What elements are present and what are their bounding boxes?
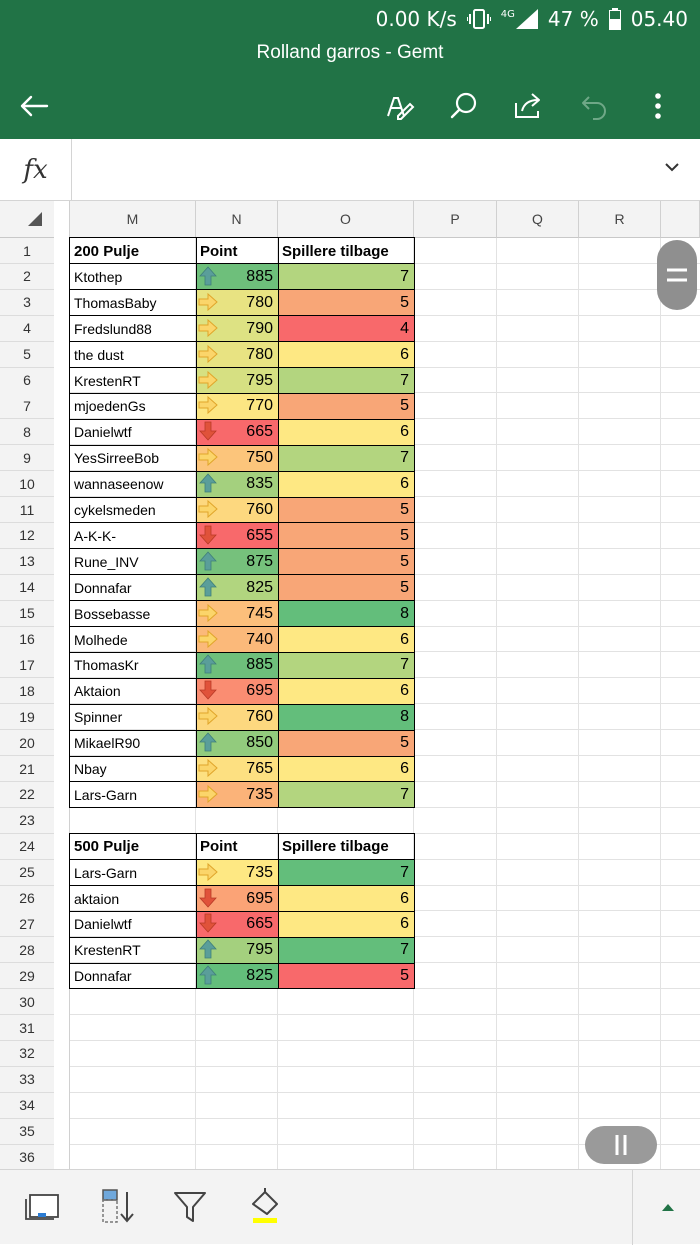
players-left-cell[interactable]: 6 xyxy=(278,471,414,497)
player-name-cell[interactable]: Ktothep xyxy=(74,268,123,285)
arrow-right-icon xyxy=(198,344,218,364)
arrow-up-icon xyxy=(198,654,218,674)
battery-icon xyxy=(609,8,621,30)
column-header-r[interactable]: R xyxy=(579,201,661,238)
point-cell[interactable] xyxy=(196,963,278,989)
point-cell[interactable] xyxy=(196,678,278,704)
table-column-border xyxy=(278,238,279,808)
row-header[interactable]: 6 xyxy=(0,368,54,394)
table-row-border xyxy=(70,393,414,394)
point-value: 695 xyxy=(246,889,273,907)
row-header[interactable]: 31 xyxy=(0,1015,54,1041)
player-name-cell[interactable]: Donnafar xyxy=(74,579,132,596)
point-cell[interactable] xyxy=(196,601,278,627)
table-row-border xyxy=(70,781,414,782)
chevron-down-icon xyxy=(662,157,682,177)
row-header[interactable]: 5 xyxy=(0,342,54,368)
players-left-cell[interactable]: 6 xyxy=(278,627,414,653)
arrow-right-icon xyxy=(198,862,218,882)
arrow-right-icon xyxy=(198,499,218,519)
cell-style-button[interactable] xyxy=(18,1184,68,1230)
arrow-right-icon xyxy=(198,603,218,623)
point-value: 745 xyxy=(246,604,273,622)
filter-icon xyxy=(172,1189,208,1225)
point-value: 875 xyxy=(246,552,273,570)
share-button[interactable] xyxy=(506,84,550,128)
point-cell[interactable] xyxy=(196,368,278,394)
more-vertical-icon xyxy=(653,92,663,120)
row-header[interactable]: 4 xyxy=(0,316,54,342)
players-left-cell[interactable]: 7 xyxy=(278,264,414,290)
point-value: 835 xyxy=(246,475,273,493)
point-value: 665 xyxy=(246,423,273,441)
table-row-border xyxy=(70,289,414,290)
table-row-border xyxy=(70,730,414,731)
player-name-cell[interactable]: Spinner xyxy=(74,709,123,726)
corner-triangle-icon xyxy=(28,212,42,226)
row-header[interactable]: 17 xyxy=(0,652,54,678)
player-name-cell[interactable]: A-K-K- xyxy=(74,527,116,544)
filter-button[interactable] xyxy=(165,1184,215,1230)
point-value: 760 xyxy=(246,501,273,518)
fx-icon: fx xyxy=(0,139,72,201)
point-value: 735 xyxy=(246,863,273,881)
point-header[interactable]: Point xyxy=(200,242,238,260)
grip-lines-icon xyxy=(585,1126,657,1164)
table-row-border xyxy=(70,341,414,342)
expand-toolbar-button[interactable] xyxy=(643,1184,693,1230)
players-left-cell[interactable]: 5 xyxy=(278,523,414,549)
row-header[interactable]: 30 xyxy=(0,989,54,1015)
vibrate-icon xyxy=(467,8,491,30)
table-row-border xyxy=(70,756,414,757)
row-header[interactable]: 29 xyxy=(0,963,54,989)
row-header[interactable]: 1 xyxy=(0,238,54,264)
player-name-cell[interactable]: ThomasKr xyxy=(74,657,139,674)
row-header[interactable]: 9 xyxy=(0,445,54,471)
arrow-right-icon xyxy=(198,370,218,390)
table-row-border xyxy=(70,963,414,964)
players-left-cell[interactable]: 6 xyxy=(278,419,414,445)
table-row-border xyxy=(70,574,414,575)
row-header[interactable]: 26 xyxy=(0,886,54,912)
sort-icon xyxy=(97,1188,137,1226)
table-row-border xyxy=(70,419,414,420)
share-icon xyxy=(512,91,544,121)
row-header[interactable]: 3 xyxy=(0,290,54,316)
column-header-m[interactable]: M xyxy=(70,201,196,238)
point-cell[interactable] xyxy=(196,264,278,290)
point-cell[interactable] xyxy=(196,342,278,368)
column-header-n[interactable]: N xyxy=(196,201,278,238)
pen-edit-icon xyxy=(384,90,416,122)
toolbar-divider xyxy=(632,1170,633,1245)
table-row-border xyxy=(70,859,414,860)
players-left-cell[interactable]: 7 xyxy=(278,445,414,471)
point-header[interactable]: Point xyxy=(200,838,238,856)
row-header[interactable]: 13 xyxy=(0,549,54,575)
point-cell[interactable] xyxy=(196,523,278,549)
point-value: 760 xyxy=(246,708,273,726)
point-cell[interactable] xyxy=(196,627,278,653)
undo-icon xyxy=(579,91,609,121)
back-arrow-icon xyxy=(19,94,49,118)
players-left-cell[interactable]: 5 xyxy=(278,730,414,756)
players-left-cell[interactable]: 5 xyxy=(278,497,414,523)
point-value: 885 xyxy=(246,656,273,674)
point-cell[interactable] xyxy=(196,937,278,963)
point-cell[interactable] xyxy=(196,445,278,471)
row-header[interactable]: 22 xyxy=(0,782,54,808)
player-name-cell[interactable]: the dust xyxy=(74,346,124,363)
point-cell[interactable] xyxy=(196,730,278,756)
arrow-right-icon xyxy=(198,758,218,778)
row-header[interactable]: 7 xyxy=(0,393,54,419)
point-value: 750 xyxy=(246,449,273,467)
column-header-empty xyxy=(661,201,700,238)
point-value: 765 xyxy=(246,760,273,777)
player-name-cell[interactable]: KrestenRT xyxy=(74,942,141,959)
arrow-right-icon xyxy=(198,784,218,804)
row-header[interactable]: 21 xyxy=(0,756,54,782)
arrow-right-icon xyxy=(198,395,218,415)
pool-name-header[interactable]: 200 Pulje xyxy=(74,242,140,260)
arrow-up-icon xyxy=(198,732,218,752)
arrow-down-icon xyxy=(198,525,218,545)
point-value: 655 xyxy=(246,526,273,544)
players-left-cell[interactable]: 5 xyxy=(278,963,414,989)
player-name-cell[interactable]: wannaseenow xyxy=(74,476,164,493)
point-value: 665 xyxy=(246,915,273,933)
row-header[interactable]: 27 xyxy=(0,911,54,937)
point-cell[interactable] xyxy=(196,652,278,678)
row-gridline xyxy=(70,1040,700,1041)
player-name-cell[interactable]: Molhede xyxy=(74,631,128,648)
table-row-border xyxy=(70,315,414,316)
horizontal-scroll-handle[interactable] xyxy=(585,1126,657,1164)
expand-formula-button[interactable] xyxy=(662,157,682,181)
point-value: 795 xyxy=(246,371,273,389)
point-cell[interactable] xyxy=(196,860,278,886)
player-name-cell[interactable]: Aktaion xyxy=(74,683,121,700)
players-left-cell[interactable]: 7 xyxy=(278,652,414,678)
row-header[interactable]: 33 xyxy=(0,1067,54,1093)
row-gridline xyxy=(70,1092,700,1093)
table-row-border xyxy=(70,263,414,264)
point-value: 740 xyxy=(246,630,273,648)
caret-up-icon xyxy=(659,1200,677,1214)
arrow-down-icon xyxy=(198,888,218,908)
search-button[interactable] xyxy=(442,84,486,128)
player-name-cell[interactable]: Bossebasse xyxy=(74,605,151,622)
column-header-p[interactable]: P xyxy=(414,201,497,238)
player-name-cell[interactable]: KrestenRT xyxy=(74,372,141,389)
players-left-cell[interactable]: 6 xyxy=(278,678,414,704)
players-left-cell[interactable]: 8 xyxy=(278,704,414,730)
point-cell[interactable] xyxy=(196,886,278,912)
row-header[interactable]: 20 xyxy=(0,730,54,756)
player-name-cell[interactable]: Donnafar xyxy=(74,968,132,985)
point-cell[interactable] xyxy=(196,497,278,523)
arrow-right-icon xyxy=(198,629,218,649)
player-name-cell[interactable]: Nbay xyxy=(74,761,107,777)
point-value: 885 xyxy=(246,267,273,285)
point-value: 790 xyxy=(246,319,273,337)
point-value: 850 xyxy=(246,734,273,752)
point-cell[interactable] xyxy=(196,549,278,575)
players-left-cell[interactable]: 5 xyxy=(278,575,414,601)
point-value: 735 xyxy=(246,785,273,803)
sort-button[interactable] xyxy=(92,1184,142,1230)
point-cell[interactable] xyxy=(196,419,278,445)
spreadsheet-grid[interactable] xyxy=(0,201,700,1169)
table-row-border xyxy=(70,678,414,679)
players-left-cell[interactable]: 7 xyxy=(278,368,414,394)
arrow-up-icon xyxy=(198,939,218,959)
row-header[interactable]: 11 xyxy=(0,497,54,523)
players-left-cell[interactable]: 5 xyxy=(278,549,414,575)
table-row-border xyxy=(70,445,414,446)
point-cell[interactable] xyxy=(196,471,278,497)
row-header[interactable]: 12 xyxy=(0,523,54,549)
arrow-right-icon xyxy=(198,706,218,726)
row-gridline xyxy=(70,1118,700,1119)
players-left-cell[interactable]: 5 xyxy=(278,290,414,316)
bottom-toolbar xyxy=(0,1169,700,1244)
row-header[interactable]: 19 xyxy=(0,704,54,730)
table-column-border xyxy=(196,238,197,808)
paint-bucket-icon xyxy=(245,1188,285,1226)
player-name-cell[interactable]: YesSirreeBob xyxy=(74,450,160,467)
grip-lines-icon xyxy=(657,240,697,310)
row-header[interactable]: 35 xyxy=(0,1119,54,1145)
point-cell[interactable] xyxy=(196,290,278,316)
table-row-border xyxy=(70,704,414,705)
table-row-border xyxy=(70,652,414,653)
player-name-cell[interactable]: MikaelR90 xyxy=(74,735,141,752)
point-cell[interactable] xyxy=(196,756,278,782)
arrow-up-icon xyxy=(198,266,218,286)
point-cell[interactable] xyxy=(196,704,278,730)
arrow-up-icon xyxy=(198,551,218,571)
players-left-header[interactable]: Spillere tilbage xyxy=(282,838,389,856)
table-row-border xyxy=(70,522,414,523)
row-header[interactable]: 24 xyxy=(0,834,54,860)
back-button[interactable] xyxy=(12,84,56,128)
players-left-cell[interactable]: 7 xyxy=(278,860,414,886)
row-header[interactable]: 10 xyxy=(0,471,54,497)
row-header[interactable]: 15 xyxy=(0,601,54,627)
players-left-cell[interactable]: 7 xyxy=(278,937,414,963)
arrow-right-icon xyxy=(198,292,218,312)
document-title: Rolland garros - Gemt xyxy=(256,42,444,63)
row-header[interactable]: 25 xyxy=(0,860,54,886)
player-name-cell[interactable]: Rune_INV xyxy=(74,553,139,570)
players-left-cell[interactable]: 6 xyxy=(278,756,414,782)
more-options-button[interactable] xyxy=(636,84,680,128)
point-cell[interactable] xyxy=(196,316,278,342)
draw-button[interactable] xyxy=(378,84,422,128)
table-column-border xyxy=(196,834,197,989)
pool-name-header[interactable]: 500 Pulje xyxy=(74,838,140,856)
app-bar xyxy=(0,38,700,139)
undo-button[interactable] xyxy=(572,84,616,128)
table-row-border xyxy=(70,497,414,498)
arrow-up-icon xyxy=(198,577,218,597)
players-left-cell[interactable]: 6 xyxy=(278,886,414,912)
row-header[interactable]: 8 xyxy=(0,419,54,445)
point-value: 770 xyxy=(246,397,273,415)
point-value: 780 xyxy=(246,293,273,311)
player-name-cell[interactable]: Lars-Garn xyxy=(74,786,138,803)
players-left-cell[interactable]: 4 xyxy=(278,316,414,342)
players-left-header[interactable]: Spillere tilbage xyxy=(282,242,389,260)
row-header[interactable]: 34 xyxy=(0,1093,54,1119)
network-type: 4G xyxy=(500,9,515,20)
arrow-down-icon xyxy=(198,421,218,441)
row-header[interactable]: 23 xyxy=(0,808,54,834)
search-icon xyxy=(449,91,479,121)
status-bar xyxy=(0,0,700,38)
battery-percent: 47 % xyxy=(547,7,599,31)
network-speed: 0.00 K/s xyxy=(375,7,457,31)
table-row-border xyxy=(70,885,414,886)
player-name-cell[interactable]: Lars-Garn xyxy=(74,864,138,881)
cell-format-icon xyxy=(24,1191,62,1223)
arrow-up-icon xyxy=(198,473,218,493)
table-column-border xyxy=(278,834,279,989)
row-gridline xyxy=(70,1066,700,1067)
point-value: 825 xyxy=(246,578,273,596)
arrow-up-icon xyxy=(198,965,218,985)
row-header-gap xyxy=(54,201,70,1169)
players-left-cell[interactable]: 7 xyxy=(278,782,414,808)
player-name-cell[interactable]: Danielwtf xyxy=(74,424,132,441)
column-header-q[interactable]: Q xyxy=(497,201,579,238)
point-cell[interactable] xyxy=(196,782,278,808)
fill-color-button[interactable] xyxy=(240,1184,290,1230)
point-value: 780 xyxy=(246,345,273,363)
point-value: 795 xyxy=(246,941,273,959)
table-row-border xyxy=(70,471,414,472)
player-name-cell[interactable]: Fredslund88 xyxy=(74,320,152,337)
player-name-cell[interactable]: aktaion xyxy=(74,890,120,907)
players-left-cell[interactable]: 5 xyxy=(278,393,414,419)
table-row-border xyxy=(70,367,414,368)
point-value: 825 xyxy=(246,967,273,985)
arrow-down-icon xyxy=(198,680,218,700)
table-row-border xyxy=(70,626,414,627)
players-left-cell[interactable]: 6 xyxy=(278,342,414,368)
players-left-cell[interactable]: 8 xyxy=(278,601,414,627)
point-cell[interactable] xyxy=(196,911,278,937)
player-name-cell[interactable]: mjoedenGs xyxy=(74,398,146,415)
players-left-cell[interactable]: 6 xyxy=(278,911,414,937)
row-header[interactable]: 2 xyxy=(0,264,54,290)
formula-bar[interactable] xyxy=(0,139,700,201)
point-cell[interactable] xyxy=(196,393,278,419)
row-header[interactable]: 28 xyxy=(0,937,54,963)
table-row-border xyxy=(70,600,414,601)
table-row-border xyxy=(70,548,414,549)
vertical-scroll-handle[interactable] xyxy=(657,240,697,310)
arrow-right-icon xyxy=(198,447,218,467)
clock: 05.40 xyxy=(630,7,688,31)
row-header[interactable]: 36 xyxy=(0,1145,54,1170)
row-header[interactable]: 32 xyxy=(0,1041,54,1067)
point-value: 695 xyxy=(246,682,273,700)
table-row-border xyxy=(70,937,414,938)
arrow-down-icon xyxy=(198,913,218,933)
row-header[interactable]: 16 xyxy=(0,627,54,653)
table-row-border xyxy=(70,911,414,912)
row-gridline xyxy=(70,1014,700,1015)
signal-icon xyxy=(501,9,538,29)
point-cell[interactable] xyxy=(196,575,278,601)
column-header-o[interactable]: O xyxy=(278,201,414,238)
player-name-cell[interactable]: Danielwtf xyxy=(74,916,132,933)
row-header[interactable]: 18 xyxy=(0,678,54,704)
row-header[interactable]: 14 xyxy=(0,575,54,601)
arrow-right-icon xyxy=(198,318,218,338)
player-name-cell[interactable]: cykelsmeden xyxy=(74,502,156,518)
player-name-cell[interactable]: ThomasBaby xyxy=(74,294,157,311)
